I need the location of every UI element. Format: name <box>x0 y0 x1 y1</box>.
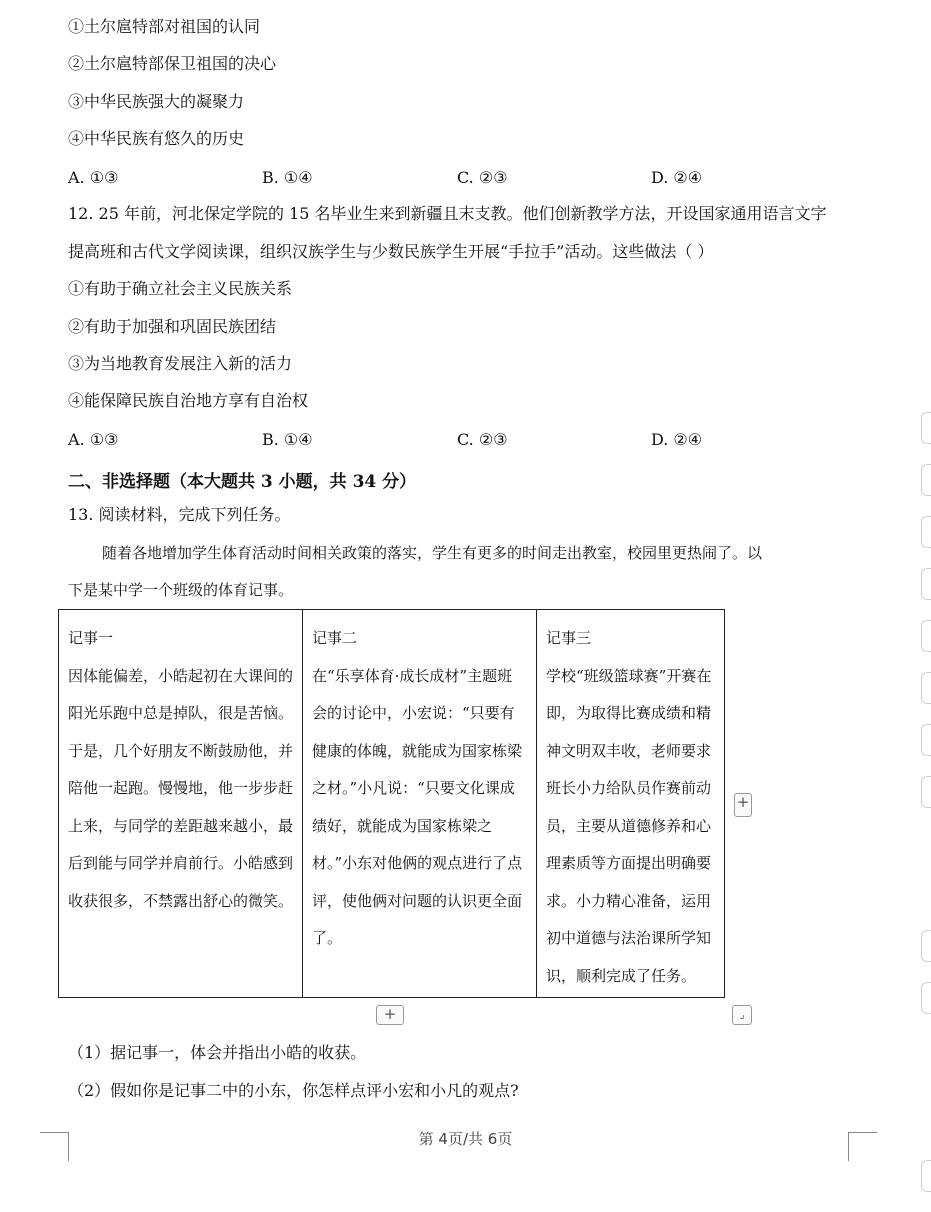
event-title-3: 记事三 <box>546 629 592 647</box>
section-title: 二、非选择题（本大题共 3 小题，共 34 分） <box>68 472 417 492</box>
margin-tab[interactable] <box>921 1160 931 1192</box>
add-column-button[interactable]: + <box>734 793 752 817</box>
q12-option-c: C. ②③ <box>457 430 508 449</box>
crop-mark-left <box>40 1132 69 1161</box>
event-text-1: 因体能偏差，小皓起初在大课间的阳光乐跑中总是掉队，很是苦恼。于是，几个好朋友不断鼓励他，并陪他一起跑。慢慢地，他一步步赶上来，与同学的差距越来越小，最后到能与同学并肩前行。小皓感到收获很多，不禁露出舒心的微笑。 <box>68 666 294 910</box>
q11-item-4: ④中华民族有悠久的历史 <box>68 129 245 148</box>
q12-item-4: ④能保障民族自治地方享有自治权 <box>68 391 309 410</box>
crop-mark-right <box>848 1132 877 1161</box>
margin-tab[interactable] <box>921 930 931 962</box>
q11-option-d: D. ②④ <box>651 168 703 187</box>
q11-item-3: ③中华民族强大的凝聚力 <box>68 92 245 111</box>
event-title-1: 记事一 <box>68 629 114 647</box>
margin-tab[interactable] <box>921 568 931 600</box>
add-row-button[interactable]: + <box>376 1005 404 1025</box>
margin-tab[interactable] <box>921 516 931 548</box>
q12-stem-line1: 12. 25 年前，河北保定学院的 15 名毕业生来到新疆且末支教。他们创新教学方法，开设国家通用语言文字 <box>68 204 827 223</box>
margin-tab[interactable] <box>921 672 931 704</box>
q11-item-2: ②土尔扈特部保卫祖国的决心 <box>68 54 277 73</box>
event-cell-2[interactable] <box>303 610 537 998</box>
q12-item-2: ②有助于加强和巩固民族团结 <box>68 317 277 336</box>
event-title-2: 记事二 <box>312 629 358 647</box>
q11-item-1: ①土尔扈特部对祖国的认同 <box>68 17 261 36</box>
events-table <box>58 609 725 998</box>
q13-intro-line2: 下是某中学一个班级的体育记事。 <box>68 581 294 599</box>
margin-tab[interactable] <box>921 620 931 652</box>
q12-option-b: B. ①④ <box>262 430 313 449</box>
margin-tab[interactable] <box>921 464 931 496</box>
table-resize-handle-icon[interactable]: ⌟ <box>732 1005 752 1025</box>
q12-item-3: ③为当地教育发展注入新的活力 <box>68 354 293 373</box>
q12-item-1: ①有助于确立社会主义民族关系 <box>68 279 293 298</box>
event-cell-1[interactable] <box>59 610 303 998</box>
q13-stem: 13. 阅读材料，完成下列任务。 <box>68 505 291 524</box>
event-text-3: 学校“班级篮球赛”开赛在即，为取得比赛成绩和精神文明双丰收，老师要求班长小力给队员作赛前动员，主要从道德修养和心理素质等方面提出明确要求。小力精心准备，运用初中道德与法治课所学知识，顺利完成了任务。 <box>546 666 712 985</box>
page-footer: 第 4页/共 6页 <box>418 1130 513 1148</box>
q11-option-c: C. ②③ <box>457 168 508 187</box>
q13-task-1: （1）据记事一，体会并指出小皓的收获。 <box>68 1043 367 1062</box>
q11-option-b: B. ①④ <box>262 168 313 187</box>
q13-intro-line1: 随着各地增加学生体育活动时间相关政策的落实，学生有更多的时间走出教室，校园里更热闹了。以 <box>102 544 763 562</box>
margin-tab[interactable] <box>921 724 931 756</box>
q11-option-a: A. ①③ <box>68 168 119 187</box>
margin-tab[interactable] <box>921 982 931 1014</box>
margin-tab[interactable] <box>921 776 931 808</box>
event-text-2: 在“乐享体育·成长成材”主题班会的讨论中，小宏说：“只要有健康的体魄，就能成为国家栋梁之材。”小凡说：“只要文化课成绩好，就能成为国家栋梁之材。”小东对他俩的观点进行了点评，使他俩对问题的认识更全面了。 <box>312 666 523 947</box>
q12-option-a: A. ①③ <box>68 430 119 449</box>
q13-task-2: （2）假如你是记事二中的小东，你怎样点评小宏和小凡的观点? <box>68 1081 519 1100</box>
q12-stem-line2: 提高班和古代文学阅读课，组织汉族学生与少数民族学生开展“手拉手”活动。这些做法（ ） <box>68 242 714 261</box>
q12-option-d: D. ②④ <box>651 430 703 449</box>
margin-tab[interactable] <box>921 412 931 444</box>
table-row <box>59 610 725 998</box>
event-cell-3[interactable] <box>537 610 725 998</box>
